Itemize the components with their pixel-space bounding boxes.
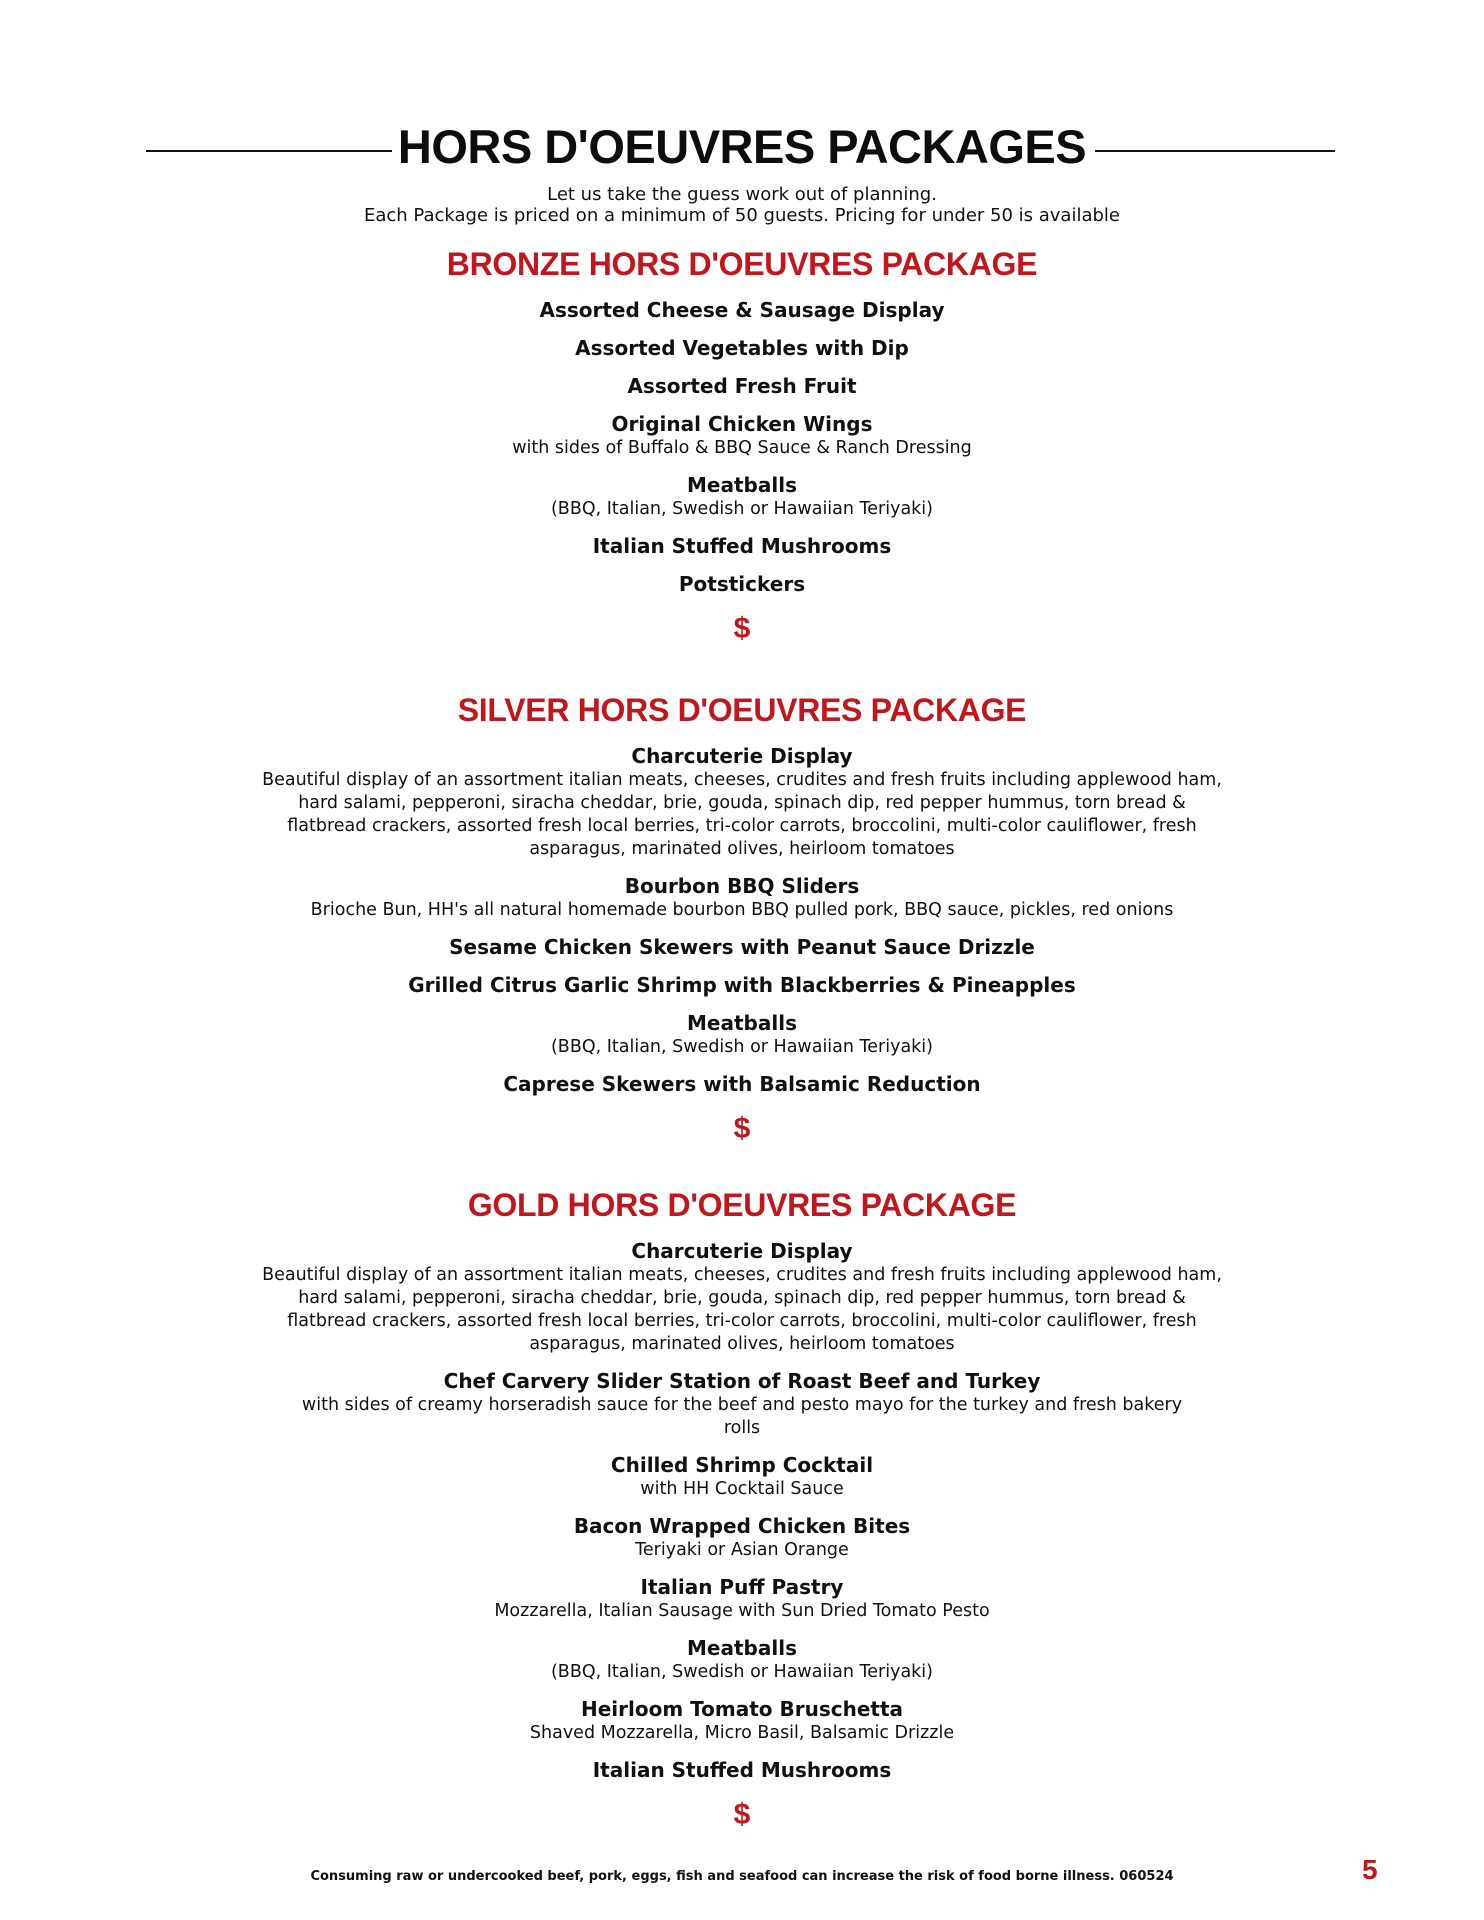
item-name: Meatballs (687, 473, 797, 497)
item-name: Chef Carvery Slider Station of Roast Beef and Turkey (443, 1369, 1041, 1393)
package-price: $ (733, 612, 751, 645)
item-description: (BBQ, Italian, Swedish or Hawaiian Teriyaki) (550, 1037, 933, 1057)
menu-item (0, 1239, 1484, 1356)
item-description: Mozzarella, Italian Sausage with Sun Dried Tomato Pesto (494, 1601, 990, 1621)
item-name: Potstickers (678, 572, 806, 596)
food-safety-disclaimer: Consuming raw or undercooked beef, pork, eggs, fish and seafood can increase the risk of food borne illness. 060524 (310, 1869, 1174, 1884)
item-name: Original Chicken Wings (611, 412, 873, 436)
package-price: $ (733, 1798, 751, 1831)
gold-package (0, 1185, 1484, 1834)
package-price: $ (733, 1112, 751, 1145)
menu-item (0, 473, 1484, 521)
item-name: Charcuterie Display (631, 1239, 853, 1263)
menu-item (0, 973, 1484, 998)
item-description: Beautiful display of an assortment italian meats, cheeses, crudites and fresh fruits including applewood ham, hard salami, pepperoni, siracha cheddar, brie, gouda, spinach dip, red pepper hummus, torn bread & flatbread crackers, assorted fresh local berries, tri-color carrots, broccolini, multi-color cauliflower, fresh asparagus, marinated olives, heirloom tomatoes (262, 770, 1222, 859)
item-name: Italian Stuffed Mushrooms (592, 534, 892, 558)
menu-item (0, 1369, 1484, 1440)
menu-item (0, 1575, 1484, 1623)
menu-item (0, 1697, 1484, 1745)
menu-item (0, 572, 1484, 597)
item-name: Meatballs (687, 1011, 797, 1035)
item-name: Grilled Citrus Garlic Shrimp with Blackberries & Pineapples (408, 973, 1076, 997)
item-name: Assorted Vegetables with Dip (575, 336, 909, 360)
item-description: with sides of creamy horseradish sauce for the beef and pesto mayo for the turkey and fresh bakery rolls (301, 1395, 1183, 1438)
silver-package (0, 690, 1484, 1148)
item-description: with sides of Buffalo & BBQ Sauce & Ranch Dressing (512, 438, 972, 458)
menu-item (0, 1514, 1484, 1562)
item-name: Caprese Skewers with Balsamic Reduction (503, 1072, 981, 1096)
menu-item (0, 744, 1484, 861)
item-description: Teriyaki or Asian Orange (635, 1540, 849, 1560)
item-name: Italian Stuffed Mushrooms (592, 1758, 892, 1782)
menu-item (0, 374, 1484, 399)
menu-item (0, 1011, 1484, 1059)
item-name: Bacon Wrapped Chicken Bites (573, 1514, 911, 1538)
item-name: Sesame Chicken Skewers with Peanut Sauce Drizzle (449, 935, 1035, 959)
menu-item (0, 1758, 1484, 1783)
package-title: BRONZE HORS D'OEUVRES PACKAGE (446, 246, 1038, 282)
title-rule-right (1095, 150, 1335, 152)
item-description: Shaved Mozzarella, Micro Basil, Balsamic Drizzle (529, 1723, 955, 1743)
item-name: Charcuterie Display (631, 744, 853, 768)
intro-text (0, 184, 1484, 226)
item-name: Assorted Cheese & Sausage Display (539, 298, 945, 322)
page-header (0, 112, 1484, 182)
bronze-package (0, 244, 1484, 648)
intro-line: Each Package is priced on a minimum of 50 guests. Pricing for under 50 is available (364, 205, 1120, 226)
menu-item (0, 298, 1484, 323)
item-description: Brioche Bun, HH's all natural homemade bourbon BBQ pulled pork, BBQ sauce, pickles, red onions (310, 900, 1174, 920)
item-description: (BBQ, Italian, Swedish or Hawaiian Teriyaki) (550, 499, 933, 519)
page-title: HORS D'OEUVRES PACKAGES (397, 120, 1087, 173)
menu-item (0, 336, 1484, 361)
item-description: with HH Cocktail Sauce (640, 1479, 844, 1499)
menu-item (0, 874, 1484, 922)
menu-item (0, 1636, 1484, 1684)
menu-item (0, 935, 1484, 960)
menu-item (0, 1453, 1484, 1501)
menu-item (0, 1072, 1484, 1097)
item-name: Chilled Shrimp Cocktail (610, 1453, 874, 1477)
menu-item (0, 534, 1484, 559)
item-name: Italian Puff Pastry (640, 1575, 844, 1599)
package-title: SILVER HORS D'OEUVRES PACKAGE (457, 692, 1027, 728)
menu-item (0, 412, 1484, 460)
item-description: Beautiful display of an assortment italian meats, cheeses, crudites and fresh fruits including applewood ham, hard salami, pepperoni, siracha cheddar, brie, gouda, spinach dip, red pepper hummus, torn bread & flatbread crackers, assorted fresh local berries, tri-color carrots, broccolini, multi-color cauliflower, fresh asparagus, marinated olives, heirloom tomatoes (262, 1265, 1222, 1354)
item-name: Heirloom Tomato Bruschetta (580, 1697, 903, 1721)
intro-line: Let us take the guess work out of planning. (547, 184, 937, 205)
item-name: Bourbon BBQ Sliders (624, 874, 860, 898)
item-name: Meatballs (687, 1636, 797, 1660)
item-name: Assorted Fresh Fruit (627, 374, 857, 398)
page-number: 5 (1362, 1854, 1378, 1885)
item-description: (BBQ, Italian, Swedish or Hawaiian Teriyaki) (550, 1662, 933, 1682)
package-title: GOLD HORS D'OEUVRES PACKAGE (467, 1187, 1017, 1223)
